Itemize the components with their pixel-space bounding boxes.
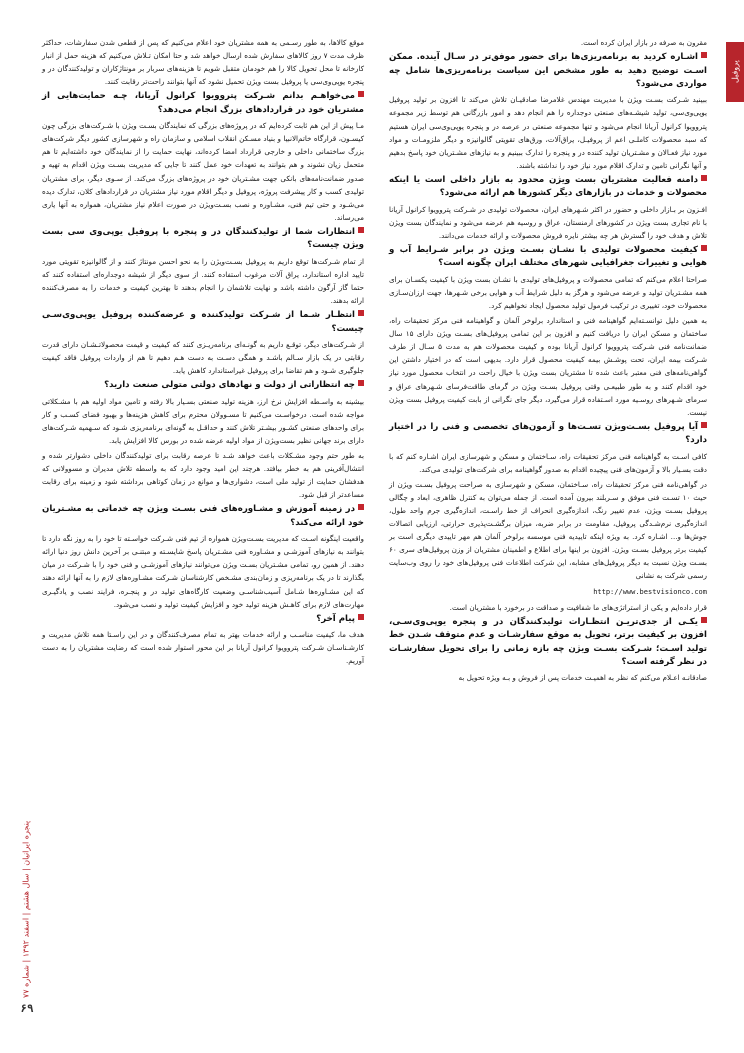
- answer-paragraph: مـا پیش از این هم ثابت کرده‌ایم که در پروژه‌های بزرگی که نمایندگان بسـت ویژن با شـرکت‌های بزرگی چون کیسـون، قرارگاه خاتم‌الانبیا و بنیاد مسـکن انقلاب اسلامی و سازمان راه و شهرسازی کشور دیگر شرکت‌های بزرگ ساختمانی داخلی و خارجی قرارداد امضا کرده‌اند، نهایت حمایت را از نمایندگان خود داشته‌ایم تا هم متحمل زیان نشوند و هم بتوانند به تعهدات خود عمل کنند تا جایی که مدیریت بسـت ویژن اقدام به تهیه و صدور ضمانت‌نامه‌های بانکی جهت مشـتریان خود در پروژه‌های بزرگ می‌کند. از سـوی دیگر، برای مشتریان تولیدی کسب و کار پیشرفت پروژه، پروفیل و دیگر اقلام مورد نیاز مشتریان در قراردادهای کلان، تدارک دیده می‌شـود و حتی تیم فنی، مشـاوره و نصب بسـت‌ویژن در صورت اعلام نیاز مشتریان، همواره به آنها یاری می‌رساند.: [42, 121, 364, 222]
- answer-paragraph: کافی اسـت به گواهینامه فنی مرکز تحقیقات راه، سـاختمان و مسکن و شهرسازی ایران اشـاره کنم که با دقت بسـیار بالا و آزمون‌های فنی پیچیده اقدام به صدور گواهینامه برای شرکت‌های تولیدی می‌کند.: [389, 451, 707, 474]
- interview-question: [42, 613, 364, 626]
- red-square-bullet-icon: [358, 227, 364, 233]
- answer-paragraph: از تمام شـرکت‌ها توقع داریم به پروفیل بسـت‌ویژن را به نحو احسن مونتاژ کنند و از گالوانیزه تقویتی مورد تایید اداره استاندارد، یراق آلات مرغوب استفاده کنند. از سوی دیگر از شیشه دوجداره‌ای استفاده کنند که حتما گاز آرگون داشته باشد و نهایت تلاشمان را انجام بدهند تا بهترین کیفیت و خدمات را به مصرف‌کننده ارائه بدهند.: [42, 256, 364, 306]
- red-square-bullet-icon: [358, 310, 364, 316]
- issue-info: پنجره ایرانیان | سال هشتم | اسفند ۱۳۹۲ | شماره ۷۷: [21, 820, 31, 998]
- question-text: کیفیت محصولات تولیدی با نشـان بسـت ویژن در برابر شـرایط آب و هوایی و تغییرات جغرافیایی شهرهای مختلف ایران چگونه است؟: [389, 244, 707, 269]
- red-square-bullet-icon: [701, 52, 707, 58]
- interview-question: [42, 503, 364, 530]
- url-text: http://www.bestvisionco.com: [593, 587, 707, 596]
- answer-paragraph: واقعیت اینگونه اسـت که مدیریت بسـت‌ویژن همواره از تیم فنی شـرکت خواسـته تا خود را به روز نگه دارد تا بتوانند به نیازهای آموزشـی و مشـاوره فنی مشـتریان پاسخ شایسـته و مبتنـی بر آخرین دانش روز دنیا ارائه دهند. از همین رو، تمامی مشـتریان بسـت ویژن می‌توانند نیازهای آموزشـی و فنی خود را با شـرکت در میان بگذارند تا در یک برنامه‌ریزی و زمان‌بندی مشـخص کارشناسان شـرکت مشـاوره‌های لازم را به آنها ارائه دهند که این مشـاوره‌ها شـامل آسیب‌شناسـی وضعیت کارگاه‌های تولید در و پنجـره، فرایند نصب و یادگیـری مهارت‌های لازم برای کاهـش هزینه تولید خود و افزایش کیفیت تولید و نصب می‌شود.: [42, 534, 364, 609]
- red-square-bullet-icon: [358, 614, 364, 620]
- answer-paragraph: بیشینه به واسـطه افزایش نرخ ارز، هزینه تولید صنعتی بسـیار بالا رفته و تامین مواد اولیه هم با مشـکلاتی مواجه شده است. درخواسـت می‌کنیم تا مسـوولان محترم برای کاهش هزینه‌ها و بهبود فضای کسـب و کار برای واحدهای صنعتی کشـور بیشـتر تلاش کنند و حداقـل به گونه‌ای برنامه‌ریزی شـود که سـهمیه شـرکت‌های دارای برند جهانی نظیر بست‌ویژن از مواد اولیه عرضه شده در بورس کالا افزایش یابد.: [42, 396, 364, 445]
- interview-question: [389, 421, 707, 448]
- answer-paragraph: صراحتا اعلام می‌کنم که تمامی محصولات و پروفیل‌های تولیدی با نشـان بست ویژن با کیفیت یکسـان برای همه مشـتریان تولید و عرضه می‌شود و هرگز به دلیل شرایط آب و هوایی برخی شـهرها، جهت ارزان‌سـازی محصولات خود، تغییری در ترکیب فرمول تولید محصول ایجاد نخواهیم کرد.: [389, 274, 707, 310]
- answer-paragraph: ببینید شـرکت بسـت ویژن با مدیریت مهندس غلامرضا صادقیـان تلاش می‌کند تا افزون بر تولید پروفیل یوپی‌وی‌سی، تولید شیشـه‌های صنعتی دوجداره را هم انجام دهد و امور بازرگانی هم توسط زیر مجموعه پتروویوا کرانول آریانا انجام می‌شود و تنها مجموعه صنعتی در عرصه در و پنجره یوپی‌وی‌سی ایران هستیم که سبد محصولات کاملـی اعم از پروفیـل، یراق‌آلات، ورق‌های تقویتی گالوانیزه و دیگر ملزومـات و مواد مورد نیاز فعـالان و مشـتریان تولید کننده در و پنجره را تدارک ببینیم و به نیازهای مشـتریان خود پاسخ بدهیم و آنها نگرانی تامین و تدارک اقلام مورد نیاز خود را نداشته باشند.: [389, 95, 707, 170]
- interview-question: [389, 244, 707, 271]
- page-number: ۶۹: [20, 1002, 34, 1015]
- answer-paragraph: افـزون بر بـازار داخلی و حضور در اکثر شـهرهای ایران، محصولات تولیدی در شـرکت پتروویوا کرانول آریانا با نام تجاری بست ویژن در کشورهای ارمنستان، عراق و روسیه هم عرضه می‌شود و نمایندگان بست ویژن تلاش و هدف خود را گسترش هر چه بیشتر نایره فروش محصولات و ارائه خدمات می‌دانند.: [389, 204, 707, 240]
- red-square-bullet-icon: [701, 422, 707, 428]
- answer-paragraph: به همین دلیل توانسـته‌ایم گواهینامه فنی و استاندارد برلوخر آلمان و گواهینامه فنی مرکز تحقیقات راه، ساختمان و مسکن ایران را دریافت کنیم و افزون بر این تمامی پروفیل‌های بسـت ویژن دارای ۱۵ سال ضمانت‌نامه فنی شـرکت پتروویوا کرانول آریانا بوده و کیفیت محصولات هم به مدت ۵ سـال از طرف شـرکت بیمه ایران، تحت پوشـش بیمه کیفیت محصول قرار دارد. بدیهی است که در اختیار داشتن این گواهی‌نامه‌های فنی معتبر باعث شده تا مشتریان بست ویژن با خیال راحت در انتخاب محصول مورد نیاز خود اقدام کنند و به طور طبیعـی وقتی پروفیل بسـت ویژن در گرمای طاقت‌فرسای شـهرهای عراق و سرمای شـهرهای روسـیه مورد اسـتفاده قرار می‌گیرد، دیگر جای نگرانی از بابت کیفیت پروفیل بست ویژن نیست.: [389, 316, 708, 417]
- question-text: انتظارات شما از تولیدکنندگان در و پنجره با پروفیل یوپی‌وی‌ سی بست ویژن چیست؟: [42, 226, 364, 251]
- question-text: چه انتظاراتی از دولت و نهادهای دولتی متولی صنعت دارید؟: [104, 380, 355, 391]
- website-url: [389, 585, 707, 599]
- interview-question: [42, 90, 364, 117]
- answer-paragraph: در گواهی‌نامه فنی مرکز تحقیقات راه، سـاختمان، مسکن و شهرسازی به صراحت پروفیل بسـت ویژن از حیث ۱۰ تسـت فنی موفق و سـربلند بیرون آمده است. از جمله می‌توان به کنترل ظاهری، ابعاد و چگالی پروفیل بسـت ویژن، عدم تغییر رنگ، اندازه‌گیری انحراف از خط راسـت، اندازه‌گیری جرم واحد طول، اندازه‌گیری نرم‌شـدگی پروفیل، مقاومت در برابر ضربه، میزان برگشـت‌پذیری حرارتی، ارزیابی اتصالات جوش‌ها و... اشـاره کرد. به ویژه اینکه تاییدیه فنی موسسه برلوخر آلمان هم مهر تاییدی دیگری است بر کیفیت برتر پروفیل بسـت ویژن. افزون بر اینها برای اطلاع و اطمینان مشتریان از وزن پروفیل‌های سری ۶۰ بسـت ویژن نسبت به دیگر پروفیل‌های مشابه، این شرکت اطلاعات فنی پروفیل‌های خود را روی وب‌سایت رسمی شرکت به نشانی: [389, 479, 707, 581]
- question-text: پیام آخر؟: [316, 613, 355, 624]
- answer-paragraph: قرار داده‌ایم و یکی از استراتژی‌های ما شفافیت و صداقت در برخورد با مشتریان است.: [449, 602, 707, 612]
- right-column: [389, 36, 707, 686]
- question-text: یکـی از جدی‌تریـن انتظـارات تولیدکنندگان در و پنجره یوپی‌وی‌سـی، افزون بر کیفیت برتر، تحویل به موقع سفارشـات و عدم متوقف شـدن خط تولید اسـت؛ شـرکت بسـت ویژن چه بازه زمانی را برای تحویل سفارشـات در نظر گرفته است؟: [389, 616, 707, 667]
- interview-question: [389, 51, 707, 91]
- red-square-bullet-icon: [701, 175, 707, 181]
- red-square-bullet-icon: [358, 380, 364, 386]
- red-square-bullet-icon: [701, 617, 707, 623]
- issue-strip: [18, 740, 34, 1040]
- answer-paragraph: به طور حتم وجود مشـکلات باعث خواهد شـد تا عرصه رقابت برای تولیدکنندگان داخلی دشوارتر شده و انتشال‌آفرینی هم به خطر بیافتد. هرچند این امید وجود دارد که به واسطه تلاش مدیران و مسوولانی که هدفشان حمایت از تولید ملی است، دشواری‌ها و موانع در زمان کوتاهی برداشته شود و زمینه برای رقابت مساعدتر از قبل شود.: [42, 451, 364, 500]
- interview-question: [389, 174, 707, 201]
- red-square-bullet-icon: [358, 91, 364, 97]
- red-square-bullet-icon: [701, 245, 707, 251]
- answer-paragraph: صادقانـه اعـلام می‌کنم که نظر به اهمیـت خدمات پس از فروش و بـه ویژه تحویل به: [458, 673, 707, 683]
- question-text: اشـاره کردید به برنامه‌ریزی‌ها برای حضور موفق‌تر در سـال آینده. ممکن اسـت توضیح دهید به طور مشخص این سیاست برنامه‌ریزی‌ها شامل چه مواردی می‌شود؟: [389, 52, 707, 89]
- interview-question: [42, 226, 364, 253]
- interview-question: [389, 616, 707, 670]
- question-text: دامنه فعالیت مشتریان بست ویژن محدود به بازار داخلی است یا اینکه محصولات و خدمات در بازارهای دیگر کشورها هم ارائه می‌شود؟: [389, 174, 707, 199]
- section-tab: پروفیل: [726, 42, 744, 102]
- question-text: انتظـار شـما از شـرکت تولیدکننده و عرضه‌کننده پروفیل یوپی‌وی‌سـی چیست؟: [42, 310, 364, 334]
- left-column: [42, 36, 364, 669]
- question-text: در زمینه آموزش و مشـاوره‌های فنی بسـت ویژن چه خدماتی به مشـتریان خود ارائه می‌کند؟: [42, 504, 364, 528]
- interview-question: [42, 309, 364, 336]
- answer-paragraph: هدف ما، کیفیت مناسـب و ارائه خدمات بهتر به تمام مصرف‌کنندگان و در این راسـتا همه تلاش مدیریت و کارشـناسـان شـرکت پتروویوا کرانول آریانا بر این محور استوار شده است که رضایت مشتریان را به دست آوریم.: [42, 630, 364, 666]
- answer-paragraph: موقع کالاها، به طور رسـمی به همه مشتریان خود اعلام می‌کنیم که پس از قطعی شدن سفارشات، حداکثر ظرف مدت ۷ روز کالاهای سفارش شده ارسال خواهد شد و حتا امکان تـلاش می‌کنیم که هزینه حمل از انبار کارخانه تا محل تحویل کالا را هم خودمان متقبل شویم تا هزینه‌های سربار بر مونتاژکاران و تولیدکنندگان در و پنجره یوپی‌وی‌سی یا پروفیل بست ویژن تحمیل نشود که آنها بتوانند راحت‌تر رقابت کنند.: [42, 38, 364, 87]
- answer-paragraph: مقرون به صرفه در بازار ایران کرده است.: [580, 38, 707, 47]
- interview-question: [42, 379, 364, 392]
- red-square-bullet-icon: [358, 504, 364, 510]
- answer-paragraph: از شـرکت‌های دیگر، توقـع داریم به گونـه‌ای برنامه‌ریـزی کنند که کیفیت و قیمت محصولاتـشـان دارای قدرت رقابتی در یک بازار سـالم باشـد و همگی دسـت به دست هـم دهیم تا هم از واردات پروفیل فاقد کیفیت جلوگیری شـود و هم تقاضا برای پروفیل غیراستاندارد کاهش یابد.: [42, 339, 364, 376]
- question-text: آیا پروفیل بسـت‌ویژن تسـت‌ها و آزمون‌های تخصصی و فنی را در اختیار دارد؟: [389, 421, 707, 446]
- question-text: می‌خواهـم بدانم شـرکت پتروویوا کرانول آریانا، چـه حمایت‌هایی از مشتریان خود در قراردادهای بزرگ انجام می‌دهد؟: [42, 91, 364, 115]
